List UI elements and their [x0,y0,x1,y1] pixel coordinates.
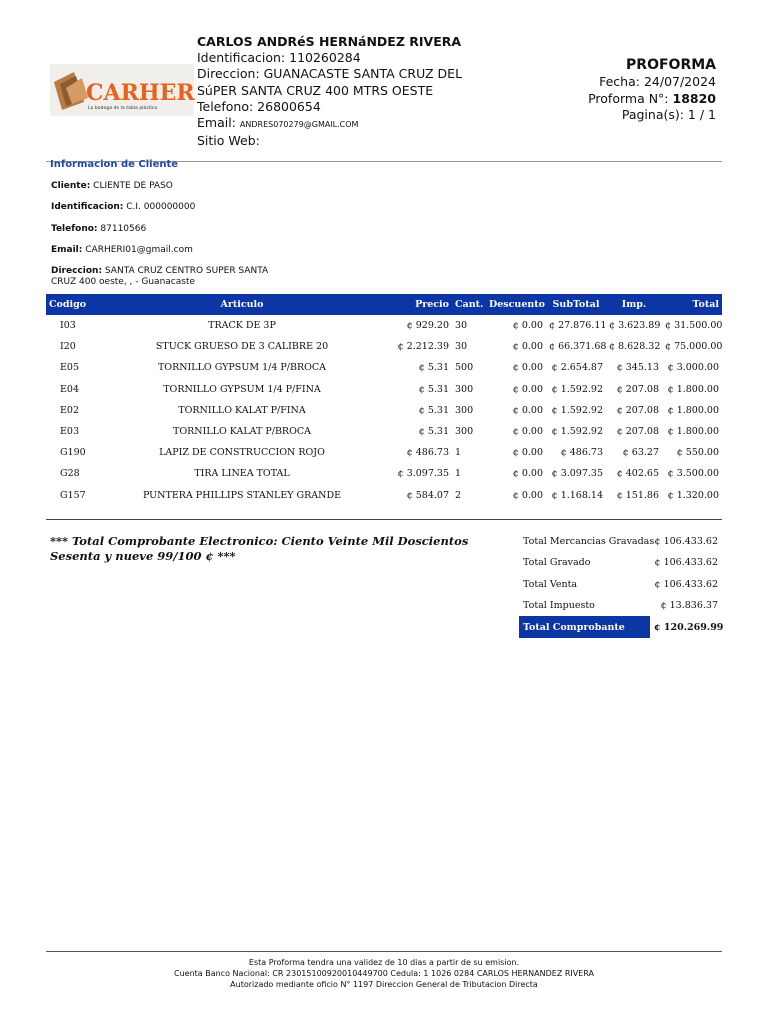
cell-articulo: TORNILLO GYPSUM 1/4 P/BROCA [157,362,327,374]
cell-articulo: TIRA LINEA TOTAL [194,468,290,480]
cell-articulo: PUNTERA PHILLIPS STANLEY GRANDE [142,489,342,501]
totals-row [519,574,722,595]
cell-codigo: E04 [60,383,80,395]
cell-codigo: I20 [60,341,76,353]
cell-impuesto: ¢ 207.08 [616,426,659,438]
logo-tagline: La bodega de la tabla plástica [88,106,158,111]
table-row [46,463,722,484]
total-comprobante-label: Total Comprobante [519,616,650,638]
cell-total: ¢ 3.000.00 [667,362,719,374]
totals-label: Total Mercancias Gravadas [523,536,655,548]
cell-articulo: TRACK DE 3P [208,320,276,332]
client-phone-label: Telefono: [51,224,98,234]
cell-codigo: G28 [60,468,80,480]
client-id-label: Identificacion: [51,202,124,212]
footer-validity: Esta Proforma tendra una validez de 10 dias a partir de su emision. [248,958,520,967]
table-row [46,485,722,506]
totals-row [519,595,722,616]
cell-cantidad: 30 [455,320,468,332]
cell-descuento: ¢ 0.00 [512,426,543,438]
client-address-1: SANTA CRUZ CENTRO SUPER SANTA [104,266,269,276]
cell-impuesto: ¢ 3.623.89 [609,320,661,332]
totals-row [519,531,722,552]
table-row [46,315,722,336]
client-phone: 87110566 [100,224,147,234]
client-name: CLIENTE DE PASO [93,181,173,191]
totals-value: ¢ 106.433.62 [654,578,718,590]
header-subtotal: SubTotal [546,294,606,315]
totals-label: Total Gravado [523,557,591,569]
cell-cantidad: 1 [455,447,462,459]
items-divider [46,519,722,520]
totals-final-row [519,616,722,638]
cell-subtotal: ¢ 27.876.11 [549,320,607,332]
company-name: CARLOS ANDRéS HERNáNDEZ RIVERA [197,34,462,49]
table-row [46,379,722,400]
cell-descuento: ¢ 0.00 [512,362,543,374]
cell-precio: ¢ 929.20 [406,320,449,332]
logo-text: CARHERI [86,80,196,106]
client-address-label: Direccion: [51,266,103,276]
footer [46,957,722,990]
cell-articulo: TORNILLO KALAT P/FINA [178,404,306,416]
cell-impuesto: ¢ 8.628.32 [609,341,661,353]
cell-total: ¢ 75.000.00 [665,341,723,353]
company-phone: Telefono: 26800654 [197,98,321,114]
client-name-label: Cliente: [51,181,91,191]
totals-value: ¢ 106.433.62 [654,536,718,548]
client-address-2: CRUZ 400 oeste, , - Guanacaste [51,277,196,287]
client-email-label: Email: [51,245,83,255]
cell-descuento: ¢ 0.00 [512,468,543,480]
totals-body [519,531,722,616]
header-descuento: Descuento [486,294,546,315]
cell-cantidad: 300 [455,383,474,395]
company-header [197,34,462,149]
client-id-line [51,202,195,213]
cell-descuento: ¢ 0.00 [512,404,543,416]
header-cantidad: Cant. [452,294,486,315]
document-number-line [588,91,716,108]
cell-total: ¢ 1.800.00 [667,383,719,395]
cell-impuesto: ¢ 151.86 [616,489,659,501]
company-logo [48,62,196,118]
cell-impuesto: ¢ 345.13 [616,362,659,374]
cell-impuesto: ¢ 63.27 [622,447,659,459]
cell-total: ¢ 31.500.00 [665,320,723,332]
cell-codigo: G157 [60,489,86,501]
cell-descuento: ¢ 0.00 [512,447,543,459]
cell-precio: ¢ 3.097.35 [397,468,449,480]
cell-cantidad: 500 [455,362,474,374]
company-email: ANDRES070279@GMAIL.COM [239,120,359,130]
company-email-label: Email: [197,115,236,131]
document-number: 18820 [672,90,716,106]
cell-codigo: I03 [60,320,76,332]
totals-row [519,552,722,573]
cell-cantidad: 30 [455,341,468,353]
header-total: Total [662,294,722,315]
header-impuesto: Imp. [606,294,662,315]
cell-impuesto: ¢ 402.65 [616,468,659,480]
cell-subtotal: ¢ 1.168.14 [551,489,603,501]
table-row [46,400,722,421]
cell-descuento: ¢ 0.00 [512,320,543,332]
table-row [46,336,722,357]
company-website: Sitio Web: [197,133,260,149]
cell-total: ¢ 550.00 [676,447,719,459]
company-address-line2: SúPER SANTA CRUZ 400 MTRS OESTE [197,82,434,98]
cell-total: ¢ 1.800.00 [667,404,719,416]
cell-subtotal: ¢ 486.73 [560,447,603,459]
cell-total: ¢ 1.800.00 [667,426,719,438]
cell-impuesto: ¢ 207.08 [616,404,659,416]
cell-cantidad: 300 [455,404,474,416]
table-row [46,357,722,378]
client-email: CARHERI01@gmail.com [85,245,193,255]
cell-impuesto: ¢ 207.08 [616,383,659,395]
cell-precio: ¢ 5.31 [418,404,449,416]
cell-cantidad: 1 [455,468,462,480]
cell-subtotal: ¢ 2.654.87 [551,362,603,374]
cell-cantidad: 2 [455,489,462,501]
total-in-words: *** Total Comprobante Electronico: Ciento Veinte Mil Doscientos Sesenta y nueve 99/100 ¢ *** [50,534,469,563]
cell-articulo: TORNILLO KALAT P/BROCA [173,426,311,438]
totals-value: ¢ 13.836.37 [660,600,718,612]
header-codigo: Codigo [46,294,98,315]
cell-precio: ¢ 5.31 [418,426,449,438]
table-row [46,442,722,463]
cell-precio: ¢ 5.31 [418,383,449,395]
cell-articulo: LAPIZ DE CONSTRUCCION ROJO [159,447,325,459]
company-address-line1: Direccion: GUANACASTE SANTA CRUZ DEL [197,66,463,82]
footer-divider [46,951,722,952]
cell-cantidad: 300 [455,426,474,438]
table-row [46,421,722,442]
client-phone-line [51,224,146,235]
totals-label: Total Venta [523,578,578,590]
cell-precio: ¢ 584.07 [406,489,449,501]
items-body [46,315,722,506]
document-date: Fecha: 24/07/2024 [599,74,716,89]
table-header-row [46,294,722,315]
cell-descuento: ¢ 0.00 [512,341,543,353]
header-precio: Precio [386,294,452,315]
client-address-line [51,266,268,288]
cell-articulo: STUCK GRUESO DE 3 CALIBRE 20 [155,341,329,353]
cell-precio: ¢ 486.73 [406,447,449,459]
cell-codigo: E03 [60,426,80,438]
cell-descuento: ¢ 0.00 [512,383,543,395]
cell-articulo: TORNILLO GYPSUM 1/4 P/FINA [163,383,321,395]
company-id: Identificacion: 110260284 [197,50,361,66]
document-number-label: Proforma N°: [588,90,669,106]
totals-label: Total Impuesto [523,600,595,612]
header-articulo: Articulo [98,294,386,315]
cell-subtotal: ¢ 1.592.92 [551,426,603,438]
cell-total: ¢ 1.320.00 [667,489,719,501]
totals-value: ¢ 106.433.62 [654,557,718,569]
client-section-title: Informacion de Cliente [50,159,179,170]
company-email-line [197,115,462,133]
client-id: C.I. 000000000 [126,202,196,212]
footer-bank: Cuenta Banco Nacional: CR 23015100920010449700 Cedula: 1 1026 0284 CARLOS HERNANDEZ RIVERA [173,969,594,978]
items-table [46,294,722,506]
document-info [588,56,716,124]
cell-codigo: G190 [60,447,86,459]
cell-subtotal: ¢ 3.097.35 [551,468,603,480]
cell-subtotal: ¢ 1.592.92 [551,404,603,416]
cell-total: ¢ 3.500.00 [667,468,719,480]
cell-subtotal: ¢ 66.371.68 [549,341,607,353]
cell-precio: ¢ 2.212.39 [397,341,449,353]
cell-codigo: E02 [60,404,80,416]
document-title: PROFORMA [626,57,716,73]
document-pages: Pagina(s): 1 / 1 [621,107,716,122]
cell-subtotal: ¢ 1.592.92 [551,383,603,395]
total-comprobante-value: ¢ 120.269.99 [650,616,722,638]
cell-codigo: E05 [60,362,80,374]
totals-table [519,531,722,638]
client-email-line [51,245,193,256]
cell-descuento: ¢ 0.00 [512,489,543,501]
footer-authorization: Autorizado mediante oficio N° 1197 Direccion General de Tributacion Directa [230,980,538,989]
cell-precio: ¢ 5.31 [418,362,449,374]
client-name-line [51,181,173,192]
